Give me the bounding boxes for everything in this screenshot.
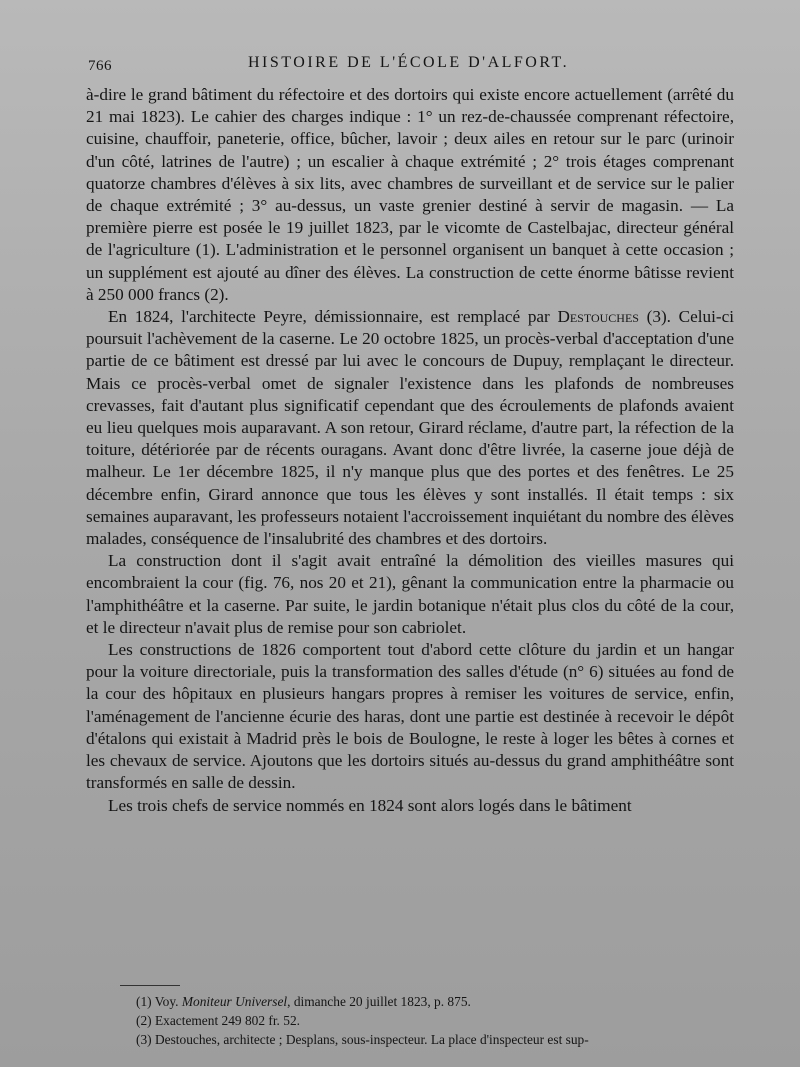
architect-name: Destouches bbox=[557, 307, 639, 327]
footnote-rule bbox=[120, 985, 180, 986]
page-number: 766 bbox=[88, 58, 112, 74]
paragraph-2 bbox=[86, 306, 734, 550]
footnote-2: (2) Exactement 249 802 fr. 52. bbox=[136, 1013, 300, 1028]
footnote-1 bbox=[136, 992, 736, 1011]
paragraph-4: Les constructions de 1826 comportent tout d'abord cette clôture du jardin et un hangar pour la voiture directoriale, puis la transformation des salles d'étude (n° 6) situées au fond de la cour des hôpitaux en plusieurs hangars propres à remiser les voitures de service, enfin, l'aménagement de l'ancienne écurie des haras, dont une partie est destinée à recevoir le dépôt d'étalons qui existait à Madrid près le bois de Boulogne, le reste à loger les bêtes à cornes et les chevaux de service. Ajoutons que les dortoirs situés au-dessus du grand amphithéâtre sont transformés en salle de dessin. bbox=[86, 640, 734, 793]
paragraph-3: La construction dont il s'agit avait entraîné la démolition des vieilles masures qui encombraient la cour (fig. 76, nos 20 et 21), gênant la communication entre la pharmacie ou l'amphithéâtre et la caserne. Par suite, le jardin botanique n'était plus clos du côté de la cour, et le directeur n'avait plus de remise pour son cabriolet. bbox=[86, 551, 734, 637]
page-header bbox=[88, 52, 728, 82]
footnote-3: (3) Destouches, architecte ; Desplans, sous-inspecteur. La place d'inspecteur est sup- bbox=[136, 1032, 589, 1047]
paragraph-2-rest: (3). Celui-ci poursuit l'achèvement de la caserne. Le 20 octobre 1825, un procès-verbal d'acceptation d'une partie de ce bâtiment est dressé par lui avec le concours de Dupuy, remplaçant le directeur. Mais ce procès-verbal omet de signaler l'existence dans les plafonds de nombreuses crevasses, fait d'autant plus significatif cependant que des écroulements de plafonds avaient eu lieu quelques mois auparavant. A son retour, Girard réclame, d'autre part, la réfection de la toiture, détériorée par de récents ouragans. Avant donc d'être livrée, la caserne joue déjà de malheur. Le 1er décembre 1825, il n'y manque plus que des portes et des fenêtres. Le 25 décembre enfin, Girard annonce que tous les élèves y sont installés. Il était temps : six semaines auparavant, les professeurs notaient l'accroissement inquiétant du nombre des élèves malades, conséquence de l'insalubrité des chambres et des dortoirs. bbox=[86, 307, 734, 549]
footnote-1-source: Moniteur Universel bbox=[181, 994, 288, 1009]
paragraph-5: Les trois chefs de service nommés en 1824 sont alors logés dans le bâtiment bbox=[108, 795, 632, 815]
paragraph-1: à-dire le grand bâtiment du réfectoire et des dortoirs qui existe encore actuellement (arrêté du 21 mai 1823). Le cahier des charges indique : 1° un rez-de-chaussée comprenant réfectoire, cuisine, chauffoir, paneterie, office, bûcher, lavoir ; deux ailes en retour sur le parc (urinoir d'un côté, latrines de l'autre) ; un escalier à chaque extrémité ; 2° trois étages comprenant quatorze chambres d'élèves à six lits, avec chambres de surveillant et de service sur le palier de chaque extrémité ; 3° au-dessus, un vaste grenier destiné à servir de magasin. — La première pierre est posée le 19 juillet 1823, par le vicomte de Castelbajac, directeur général de l'agriculture (1). L'administration et le personnel organisent un banquet à cette occasion ; un supplément est ajouté au dîner des élèves. La construction de cette énorme bâtisse revient à 250 000 francs (2). bbox=[86, 85, 734, 304]
footnote-1-rest: , dimanche 20 juillet 1823, p. 875. bbox=[287, 994, 471, 1009]
footnote-1-start: (1) Voy. bbox=[136, 994, 182, 1009]
paragraph-2-start: En 1824, l'architecte Peyre, démissionnaire, est remplacé par bbox=[108, 307, 558, 327]
footnotes bbox=[136, 992, 736, 1049]
running-title: HISTOIRE DE L'ÉCOLE D'ALFORT. bbox=[248, 54, 570, 71]
body-text bbox=[86, 84, 734, 817]
